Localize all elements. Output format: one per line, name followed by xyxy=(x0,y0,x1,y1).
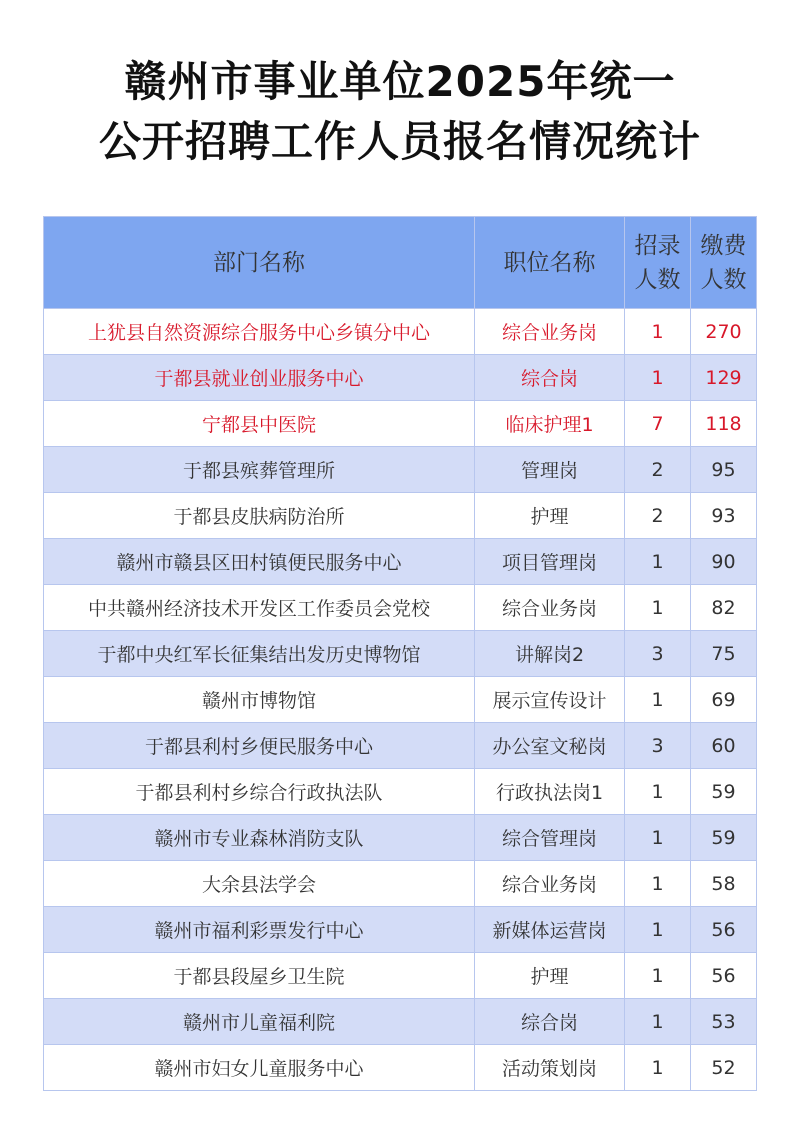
header-recruit-line1: 招录 xyxy=(634,232,681,259)
header-paid xyxy=(691,217,757,309)
cell-paid-count: 56 xyxy=(691,953,757,999)
cell-position: 综合岗 xyxy=(475,355,625,401)
table-row xyxy=(44,953,757,999)
cell-recruit-count: 3 xyxy=(625,723,691,769)
cell-paid-count: 95 xyxy=(691,447,757,493)
cell-paid-count: 129 xyxy=(691,355,757,401)
cell-recruit-count: 1 xyxy=(625,907,691,953)
table-row xyxy=(44,907,757,953)
cell-paid-count: 59 xyxy=(691,815,757,861)
cell-paid-count: 118 xyxy=(691,401,757,447)
cell-dept: 于都县皮肤病防治所 xyxy=(44,493,475,539)
cell-dept: 于都县就业创业服务中心 xyxy=(44,355,475,401)
cell-position: 综合业务岗 xyxy=(475,309,625,355)
cell-paid-count: 90 xyxy=(691,539,757,585)
cell-dept: 中共赣州经济技术开发区工作委员会党校 xyxy=(44,585,475,631)
cell-position: 讲解岗2 xyxy=(475,631,625,677)
cell-dept: 赣州市妇女儿童服务中心 xyxy=(44,1045,475,1091)
table-row xyxy=(44,493,757,539)
cell-paid-count: 75 xyxy=(691,631,757,677)
cell-position: 项目管理岗 xyxy=(475,539,625,585)
cell-position: 行政执法岗1 xyxy=(475,769,625,815)
header-paid-line2: 人数 xyxy=(700,266,747,293)
cell-recruit-count: 3 xyxy=(625,631,691,677)
cell-dept: 于都县利村乡便民服务中心 xyxy=(44,723,475,769)
cell-position: 管理岗 xyxy=(475,447,625,493)
table-row xyxy=(44,631,757,677)
cell-recruit-count: 7 xyxy=(625,401,691,447)
table-row xyxy=(44,585,757,631)
title-line-2: 公开招聘工作人员报名情况统计 xyxy=(98,117,701,166)
table-row xyxy=(44,861,757,907)
cell-position: 综合业务岗 xyxy=(475,585,625,631)
table-row xyxy=(44,401,757,447)
cell-recruit-count: 1 xyxy=(625,309,691,355)
page-title xyxy=(0,52,800,172)
cell-position: 展示宣传设计 xyxy=(475,677,625,723)
cell-dept: 赣州市儿童福利院 xyxy=(44,999,475,1045)
cell-recruit-count: 1 xyxy=(625,999,691,1045)
cell-dept: 赣州市福利彩票发行中心 xyxy=(44,907,475,953)
cell-recruit-count: 1 xyxy=(625,355,691,401)
cell-recruit-count: 2 xyxy=(625,447,691,493)
header-recruit-line2: 人数 xyxy=(634,266,681,293)
cell-paid-count: 60 xyxy=(691,723,757,769)
cell-paid-count: 52 xyxy=(691,1045,757,1091)
cell-dept: 赣州市赣县区田村镇便民服务中心 xyxy=(44,539,475,585)
header-position: 职位名称 xyxy=(475,217,625,309)
cell-position: 办公室文秘岗 xyxy=(475,723,625,769)
cell-paid-count: 53 xyxy=(691,999,757,1045)
header-paid-line1: 缴费 xyxy=(700,232,747,259)
cell-paid-count: 56 xyxy=(691,907,757,953)
cell-recruit-count: 1 xyxy=(625,861,691,907)
table-row xyxy=(44,815,757,861)
cell-recruit-count: 1 xyxy=(625,585,691,631)
table-row xyxy=(44,677,757,723)
cell-position: 临床护理1 xyxy=(475,401,625,447)
cell-recruit-count: 1 xyxy=(625,677,691,723)
cell-position: 综合岗 xyxy=(475,999,625,1045)
table-row xyxy=(44,999,757,1045)
table-row xyxy=(44,723,757,769)
cell-position: 活动策划岗 xyxy=(475,1045,625,1091)
cell-recruit-count: 1 xyxy=(625,815,691,861)
header-recruit xyxy=(625,217,691,309)
table-body xyxy=(44,309,757,1091)
cell-dept: 于都县殡葬管理所 xyxy=(44,447,475,493)
cell-paid-count: 93 xyxy=(691,493,757,539)
cell-dept: 于都县利村乡综合行政执法队 xyxy=(44,769,475,815)
cell-position: 综合业务岗 xyxy=(475,861,625,907)
cell-recruit-count: 1 xyxy=(625,539,691,585)
cell-recruit-count: 1 xyxy=(625,1045,691,1091)
cell-paid-count: 69 xyxy=(691,677,757,723)
cell-position: 护理 xyxy=(475,493,625,539)
table-row xyxy=(44,447,757,493)
cell-recruit-count: 2 xyxy=(625,493,691,539)
cell-dept: 赣州市专业森林消防支队 xyxy=(44,815,475,861)
cell-paid-count: 59 xyxy=(691,769,757,815)
cell-recruit-count: 1 xyxy=(625,769,691,815)
cell-position: 新媒体运营岗 xyxy=(475,907,625,953)
cell-dept: 于都中央红军长征集结出发历史博物馆 xyxy=(44,631,475,677)
table-row xyxy=(44,309,757,355)
cell-dept: 大余县法学会 xyxy=(44,861,475,907)
title-line-1: 赣州市事业单位2025年统一 xyxy=(124,57,676,106)
cell-paid-count: 82 xyxy=(691,585,757,631)
table-header-row xyxy=(44,217,757,309)
cell-paid-count: 58 xyxy=(691,861,757,907)
cell-position: 护理 xyxy=(475,953,625,999)
header-dept: 部门名称 xyxy=(44,217,475,309)
cell-dept: 赣州市博物馆 xyxy=(44,677,475,723)
registration-table xyxy=(43,216,757,1091)
table-row xyxy=(44,769,757,815)
cell-position: 综合管理岗 xyxy=(475,815,625,861)
table-row xyxy=(44,1045,757,1091)
cell-paid-count: 270 xyxy=(691,309,757,355)
table-row xyxy=(44,355,757,401)
cell-recruit-count: 1 xyxy=(625,953,691,999)
cell-dept: 于都县段屋乡卫生院 xyxy=(44,953,475,999)
cell-dept: 宁都县中医院 xyxy=(44,401,475,447)
table-row xyxy=(44,539,757,585)
cell-dept: 上犹县自然资源综合服务中心乡镇分中心 xyxy=(44,309,475,355)
